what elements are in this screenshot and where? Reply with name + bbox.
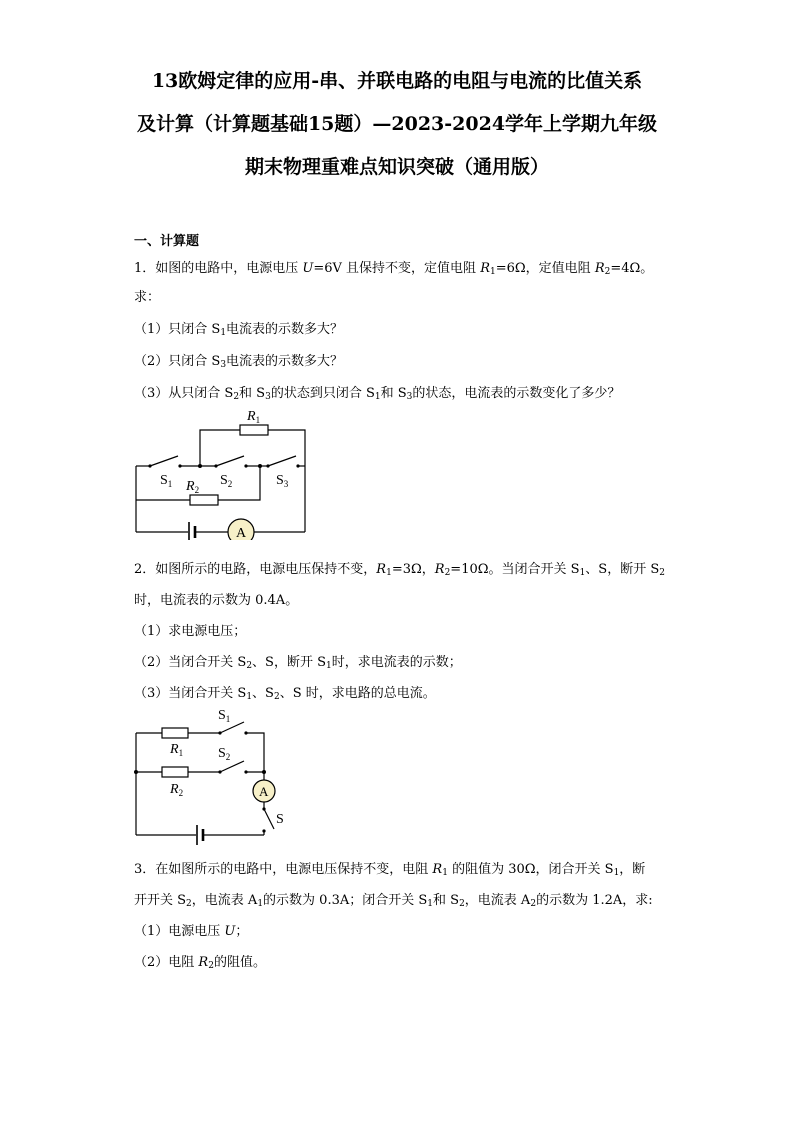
label-r2: $R_2$ xyxy=(170,782,184,798)
q2-part-1: （1）求电源电压； xyxy=(134,624,247,639)
q2-stem: 2．如图所示的电路，电源电压保持不变，$R_1=3\Omega$，$R_2=10\Omega$。当闭合开关 $S_1$、S，断开 $S_2$ xyxy=(134,562,665,578)
q1-stem: 1．如图的电路中，电源电压 U=6V 且保持不变，定值电阻 $R_1=6\Omega$，定值电阻 $R_2=4\Omega$。 xyxy=(134,261,654,277)
q1-part-2: （2）只闭合 $S_3$电流表的示数多大？ xyxy=(134,354,344,370)
section-heading: 一、计算题 xyxy=(134,234,200,249)
resistor-r2 xyxy=(190,495,218,505)
switch-s xyxy=(264,809,274,829)
label-s3: $S_3$ xyxy=(276,473,289,489)
title-line-2: 及计算（计算题基础15题）—2023-2024学年上学期九年级 xyxy=(136,113,658,135)
label-ammeter: A xyxy=(259,784,269,799)
document-title xyxy=(110,60,684,189)
label-s1: $S_1$ xyxy=(218,708,231,724)
contact-dot xyxy=(214,464,217,467)
contact-dot xyxy=(218,731,221,734)
q3-part-1: （1）电源电压 U； xyxy=(134,924,249,939)
label-ammeter: A xyxy=(236,526,247,540)
junction-dot xyxy=(258,464,262,468)
q2-stem-line2: 时，电流表的示数为 0.4A。 xyxy=(134,593,299,608)
contact-dot xyxy=(148,464,151,467)
label-s2: $S_2$ xyxy=(218,746,231,762)
label-s2: $S_2$ xyxy=(220,473,233,489)
contact-dot xyxy=(266,464,269,467)
switch-s1 xyxy=(220,722,244,733)
contact-dot xyxy=(244,464,247,467)
q2-part-2: （2）当闭合开关 $S_2$、S，断开 $S_1$时，求电流表的示数； xyxy=(134,655,462,671)
switch-s2 xyxy=(216,456,244,466)
q1-stem-line2: 求： xyxy=(134,290,161,305)
contact-dot xyxy=(178,464,181,467)
label-s1: $S_1$ xyxy=(160,473,173,489)
q2-circuit-diagram xyxy=(124,705,294,845)
contact-dot xyxy=(218,770,221,773)
q1-part-3: （3）从只闭合 $S_2$和 $S_3$的状态到只闭合 $S_1$和 $S_3$的状态，电流表的示数变化了多少？ xyxy=(134,386,621,402)
resistor-r1 xyxy=(162,728,188,738)
contact-dot xyxy=(244,731,247,734)
label-s: S xyxy=(276,812,284,827)
contact-dot xyxy=(296,464,299,467)
title-line-3: 期末物理重难点知识突破（通用版） xyxy=(244,156,549,178)
junction-dot xyxy=(198,464,202,468)
contact-dot xyxy=(262,829,265,832)
junction-dot xyxy=(134,770,138,774)
wire xyxy=(246,733,264,773)
resistor-r1 xyxy=(240,425,268,435)
q1-circuit-diagram xyxy=(120,400,320,540)
wire xyxy=(268,430,305,466)
contact-dot xyxy=(262,807,265,810)
contact-dot xyxy=(244,770,247,773)
q3-part-2: （2）电阻 $R_2$的阻值。 xyxy=(134,955,266,971)
wire xyxy=(200,430,240,466)
label-r1: $R_1$ xyxy=(247,409,261,425)
label-r2: $R_2$ xyxy=(186,479,200,495)
resistor-r2 xyxy=(162,767,188,777)
junction-dot xyxy=(262,770,266,774)
switch-s2 xyxy=(220,761,244,772)
switch-s3 xyxy=(268,456,296,466)
switch-s1 xyxy=(150,456,178,466)
q3-stem: 3．在如图所示的电路中，电源电压保持不变，电阻 $R_1$ 的阻值为 30Ω，闭合开关 $S_1$，断 xyxy=(134,862,646,878)
q3-stem-line2: 开开关 $S_2$，电流表 $A_1$的示数为 0.3A；闭合开关 $S_1$和 $S_2$，电流表 $A_2$的示数为 1.2A，求: xyxy=(134,893,653,909)
label-r1: $R_1$ xyxy=(170,742,184,758)
title-line-1: 13欧姆定律的应用-串、并联电路的电阻与电流的比值关系 xyxy=(151,70,643,92)
q2-part-3: （3）当闭合开关 $S_1$、$S_2$、S 时，求电路的总电流。 xyxy=(134,686,436,702)
q1-part-1: （1）只闭合 $S_1$电流表的示数多大？ xyxy=(134,322,344,338)
